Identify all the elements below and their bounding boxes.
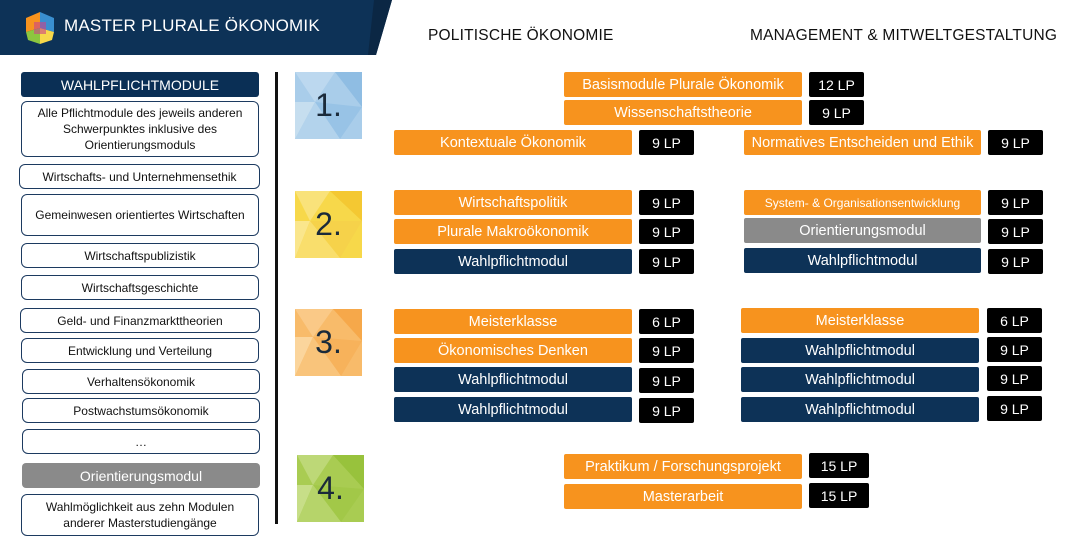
lp-badge: 9 LP xyxy=(639,249,694,274)
semester-2-badge xyxy=(295,191,362,258)
sidebar-item: Geld- und Finanzmarkttheorien xyxy=(20,308,260,333)
lp-badge: 9 LP xyxy=(987,396,1042,421)
lp-badge: 9 LP xyxy=(988,249,1043,274)
sidebar-item-ellipsis: … xyxy=(22,429,260,454)
module-wahlpflichtmodul: Wahlpflichtmodul xyxy=(741,338,979,363)
module-wahlpflichtmodul: Wahlpflichtmodul xyxy=(741,367,979,392)
lp-badge: 6 LP xyxy=(639,309,694,334)
semester-1-label: 1. xyxy=(315,87,342,123)
module-wahlpflichtmodul: Wahlpflichtmodul xyxy=(741,397,979,422)
lp-badge: 12 LP xyxy=(809,72,864,97)
lp-badge: 9 LP xyxy=(639,190,694,215)
module-meisterklasse: Meisterklasse xyxy=(741,308,979,333)
module-wirtschaftspolitik: Wirtschaftspolitik xyxy=(394,190,632,215)
lp-badge: 9 LP xyxy=(639,219,694,244)
semester-3-label: 3. xyxy=(315,324,342,360)
module-wahlpflichtmodul: Wahlpflichtmodul xyxy=(394,249,632,274)
module-masterarbeit: Masterarbeit xyxy=(564,484,802,509)
lp-badge: 9 LP xyxy=(639,130,694,155)
lp-badge: 9 LP xyxy=(988,190,1043,215)
lp-badge: 9 LP xyxy=(987,337,1042,362)
divider-line xyxy=(275,72,278,524)
sidebar-item-orientierungsmodul: Orientierungsmodul xyxy=(22,463,260,488)
logo-icon xyxy=(24,12,56,44)
column-heading-management: MANAGEMENT & MITWELTGESTALTUNG xyxy=(750,27,1058,44)
module-meisterklasse: Meisterklasse xyxy=(394,309,632,334)
lp-badge: 9 LP xyxy=(639,398,694,423)
module-wissenschaftstheorie: Wissenschaftstheorie xyxy=(564,100,802,125)
semester-4-badge xyxy=(297,455,364,522)
sidebar-item: Wirtschaftsgeschichte xyxy=(21,275,259,300)
sidebar-item: Wahlmöglichkeit aus zehn Modulen anderer Masterstudiengänge xyxy=(21,494,259,536)
lp-badge: 15 LP xyxy=(809,453,869,478)
page-title: MASTER PLURALE ÖKONOMIK xyxy=(64,16,320,35)
semester-3-badge xyxy=(295,309,362,376)
sidebar-item: Wirtschafts- und Unternehmensethik xyxy=(19,164,260,189)
module-kontextuale-oekonomik: Kontextuale Ökonomik xyxy=(394,130,632,155)
lp-badge: 9 LP xyxy=(639,338,694,363)
sidebar-item: Entwicklung und Verteilung xyxy=(21,338,259,363)
sidebar-item: Verhaltensökonomik xyxy=(22,369,260,394)
module-wahlpflichtmodul: Wahlpflichtmodul xyxy=(744,248,981,273)
sidebar-title: WAHLPFLICHTMODULE xyxy=(21,72,259,97)
lp-badge: 9 LP xyxy=(639,368,694,393)
sidebar-item: Wirtschaftspublizistik xyxy=(21,243,259,268)
module-orientierungsmodul: Orientierungsmodul xyxy=(744,218,981,243)
semester-1-badge xyxy=(295,72,362,139)
lp-badge: 9 LP xyxy=(988,130,1043,155)
lp-badge: 9 LP xyxy=(809,100,864,125)
module-basismodule: Basismodule Plurale Ökonomik xyxy=(564,72,802,97)
column-heading-politische-oekonomie: POLITISCHE ÖKONOMIE xyxy=(428,27,614,44)
module-oekonomisches-denken: Ökonomisches Denken xyxy=(394,338,632,363)
module-praktikum-forschungsprojekt: Praktikum / Forschungsprojekt xyxy=(564,454,802,479)
lp-badge: 15 LP xyxy=(809,483,869,508)
semester-4-label: 4. xyxy=(317,470,344,506)
sidebar-item: Postwachstumsökonomik xyxy=(22,398,260,423)
lp-badge: 9 LP xyxy=(987,366,1042,391)
module-wahlpflichtmodul: Wahlpflichtmodul xyxy=(394,397,632,422)
lp-badge: 6 LP xyxy=(987,308,1042,333)
sidebar-item: Gemeinwesen orientiertes Wirtschaften xyxy=(21,194,259,236)
sidebar-item: Alle Pflichtmodule des jeweils anderen Schwerpunktes inklusive des Orientierungsmoduls xyxy=(21,101,259,157)
module-system-organisationsentwicklung: System- & Organisationsentwicklung xyxy=(744,190,981,215)
lp-badge: 9 LP xyxy=(988,219,1043,244)
module-wahlpflichtmodul: Wahlpflichtmodul xyxy=(394,367,632,392)
semester-2-label: 2. xyxy=(315,206,342,242)
module-normatives-entscheiden: Normatives Entscheiden und Ethik xyxy=(744,130,981,155)
module-plurale-makrooekonomik: Plurale Makroökonomik xyxy=(394,219,632,244)
